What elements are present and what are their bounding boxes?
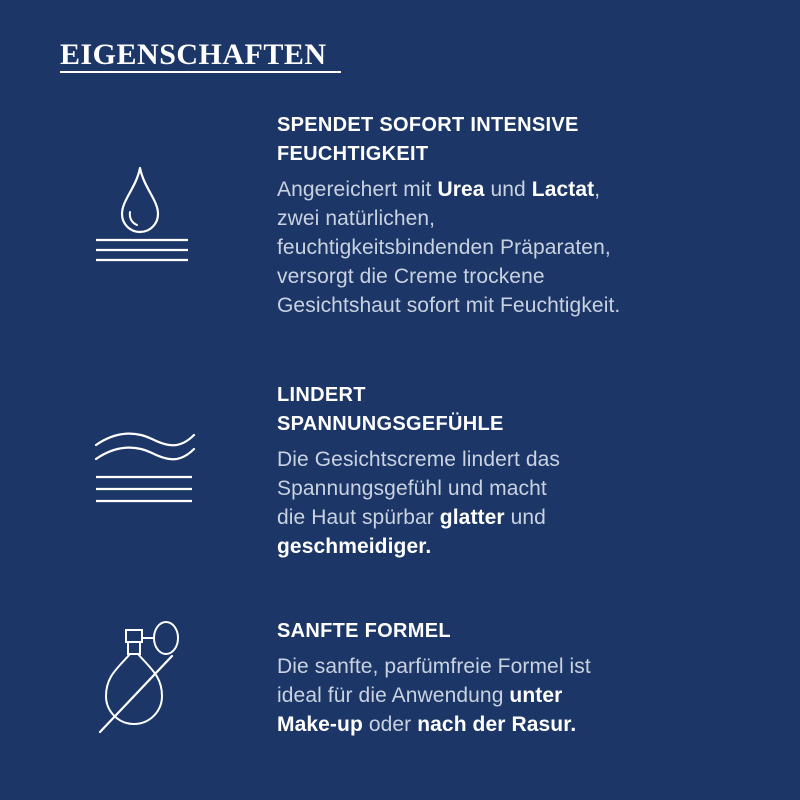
highlighted-text: geschmeidiger. [277, 535, 432, 558]
section-title: EIGENSCHAFTEN [60, 38, 327, 71]
text-segment: , [594, 178, 601, 201]
description-line [277, 204, 777, 233]
section-title-underline [60, 71, 341, 73]
text-segment: Angereichert mit [277, 178, 438, 201]
description-line [277, 445, 777, 474]
highlighted-text: Make-up [277, 713, 363, 736]
highlighted-text: nach der Rasur. [417, 713, 577, 736]
highlighted-text: unter [509, 684, 563, 707]
description-line [277, 474, 777, 503]
feature-description [277, 652, 777, 739]
description-line [277, 532, 777, 561]
text-segment: feuchtigkeitsbindenden Präparaten, [277, 236, 611, 259]
text-segment: die Haut spürbar [277, 506, 440, 529]
text-segment: und [484, 178, 532, 201]
no-perfume-icon [92, 610, 192, 741]
highlighted-text: glatter [439, 506, 505, 529]
text-segment: versorgt die Creme trockene [277, 265, 545, 288]
description-line [277, 681, 777, 710]
highlighted-text: Lactat [531, 178, 595, 201]
text-segment: ideal für die Anwendung [277, 684, 510, 707]
feature-description [277, 445, 777, 561]
text-segment: und [504, 506, 546, 529]
feature-heading: SPENDET SOFORT INTENSIVE FEUCHTIGKEIT [277, 114, 579, 165]
description-line [277, 291, 777, 320]
highlighted-text: Urea [437, 178, 485, 201]
text-segment: Die sanfte, parfümfreie Formel ist [277, 655, 591, 678]
description-line [277, 710, 777, 739]
text-segment: Gesichtshaut sofort mit Feuchtigkeit. [277, 294, 621, 317]
feature-description [277, 175, 777, 320]
water-drop-icon [92, 160, 192, 271]
text-segment: Die Gesichtscreme lindert das [277, 448, 561, 471]
text-segment: zwei natürlichen, [277, 207, 436, 230]
waves-icon [92, 425, 196, 520]
description-line [277, 233, 777, 262]
feature-heading: SANFTE FORMEL [277, 620, 451, 642]
feature-heading: LINDERT SPANNUNGSGEFÜHLE [277, 384, 504, 435]
description-line [277, 175, 777, 204]
description-line [277, 503, 777, 532]
description-line [277, 262, 777, 291]
text-segment: oder [362, 713, 418, 736]
description-line [277, 652, 777, 681]
text-segment: Spannungsgefühl und macht [277, 477, 547, 500]
